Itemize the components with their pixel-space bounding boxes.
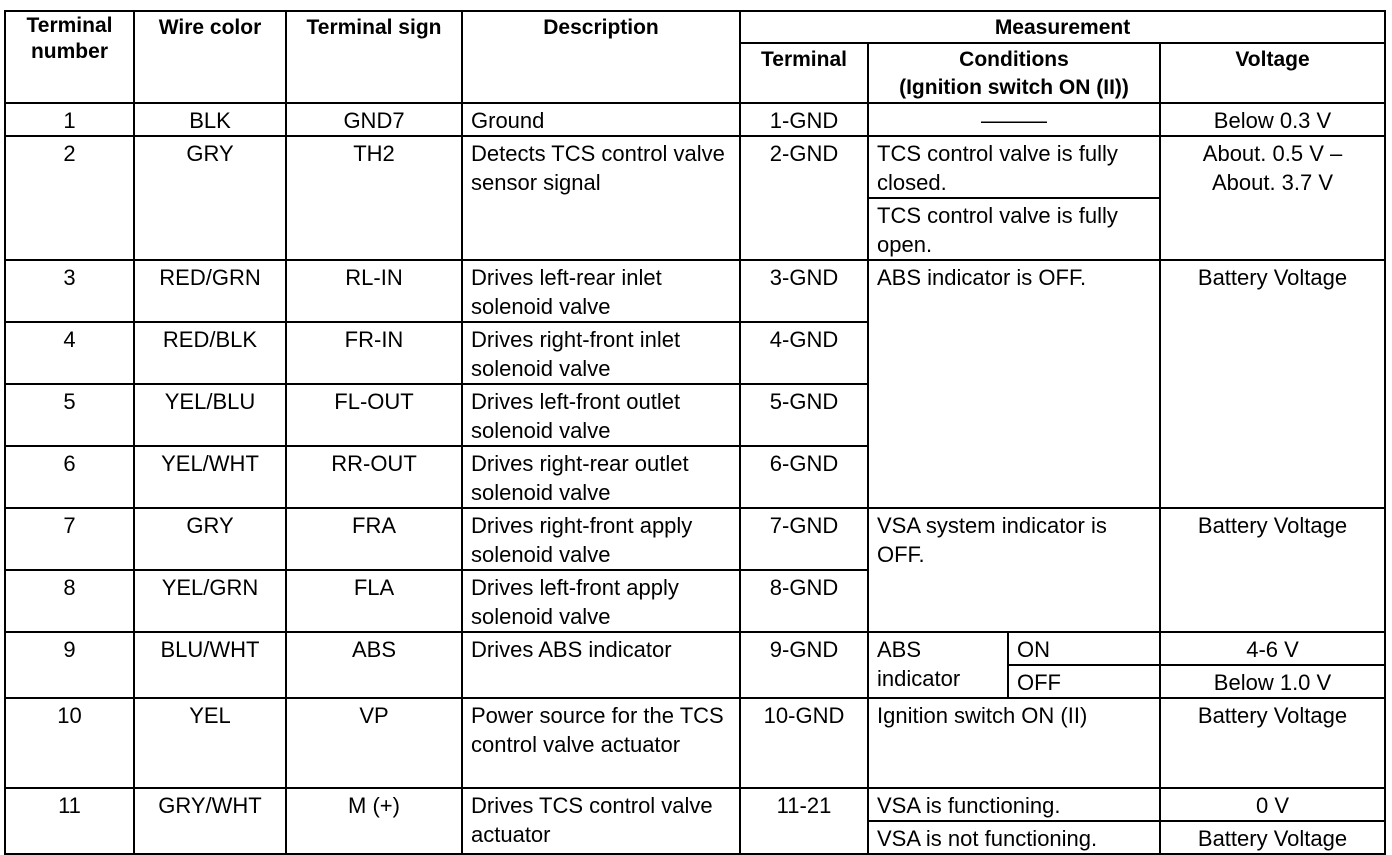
conditions-cell-closed: TCS control valve is fully closed.: [868, 136, 1160, 198]
terminal-sign-cell: FL-OUT: [286, 384, 462, 446]
wire-color-cell: YEL/WHT: [134, 446, 286, 508]
wire-color-cell: RED/GRN: [134, 260, 286, 322]
header-conditions-title: Conditions: [959, 48, 1069, 71]
measurement-terminal-cell: 6-GND: [740, 446, 868, 508]
description-cell: Drives ABS indicator: [462, 632, 740, 698]
description-cell: Detects TCS control valve sensor signal: [462, 136, 740, 260]
wire-color-cell: GRY: [134, 508, 286, 570]
terminal-number-cell: 6: [5, 446, 134, 508]
voltage-cell-vsa-group: Battery Voltage: [1160, 508, 1385, 632]
voltage-cell-functioning: 0 V: [1160, 788, 1385, 821]
wire-color-cell: RED/BLK: [134, 322, 286, 384]
table-row: [5, 508, 1385, 570]
conditions-cell-functioning: VSA is functioning.: [868, 788, 1160, 821]
conditions-cell-not-functioning: VSA is not functioning.: [868, 821, 1160, 854]
voltage-cell: Battery Voltage: [1160, 698, 1385, 788]
description-cell: Drives left-rear inlet solenoid valve: [462, 260, 740, 322]
header-wire-color: Wire color: [134, 11, 286, 103]
table-row: [5, 788, 1385, 821]
terminal-number-cell: 8: [5, 570, 134, 632]
terminal-sign-cell: ABS: [286, 632, 462, 698]
terminal-number-cell: 3: [5, 260, 134, 322]
terminal-sign-cell: FLA: [286, 570, 462, 632]
table-row: [5, 260, 1385, 322]
terminal-number-cell: 5: [5, 384, 134, 446]
measurement-terminal-cell: 5-GND: [740, 384, 868, 446]
terminal-sign-cell: RR-OUT: [286, 446, 462, 508]
terminal-number-cell: 1: [5, 103, 134, 136]
wire-color-cell: GRY: [134, 136, 286, 260]
table-row: [5, 103, 1385, 136]
terminal-number-cell: 4: [5, 322, 134, 384]
measurement-terminal-cell: 2-GND: [740, 136, 868, 260]
wire-color-cell: GRY/WHT: [134, 788, 286, 854]
header-terminal-number: Terminal number: [5, 11, 134, 103]
state-off-cell: OFF: [1008, 665, 1160, 698]
wire-color-cell: YEL/GRN: [134, 570, 286, 632]
conditions-cell-open: TCS control valve is fully open.: [868, 198, 1160, 260]
terminal-sign-cell: FRA: [286, 508, 462, 570]
measurement-terminal-cell: 10-GND: [740, 698, 868, 788]
description-cell: Drives TCS control valve actuator: [462, 788, 740, 854]
voltage-cell: Below 0.3 V: [1160, 103, 1385, 136]
state-on-cell: ON: [1008, 632, 1160, 665]
header-measurement: Measurement: [740, 11, 1385, 43]
voltage-cell-off: Below 1.0 V: [1160, 665, 1385, 698]
wire-color-cell: BLU/WHT: [134, 632, 286, 698]
terminal-number-cell: 2: [5, 136, 134, 260]
header-description: Description: [462, 11, 740, 103]
wire-color-cell: YEL: [134, 698, 286, 788]
voltage-cell-abs-group: Battery Voltage: [1160, 260, 1385, 508]
description-cell: Drives right-front inlet solenoid valve: [462, 322, 740, 384]
table-row: [5, 632, 1385, 665]
terminal-number-cell: 9: [5, 632, 134, 698]
description-cell: Drives right-rear outlet solenoid valve: [462, 446, 740, 508]
description-cell: Drives right-front apply solenoid valve: [462, 508, 740, 570]
table-row: [5, 698, 1385, 788]
terminal-number-cell: 10: [5, 698, 134, 788]
terminal-number-cell: 11: [5, 788, 134, 854]
wire-color-cell: BLK: [134, 103, 286, 136]
conditions-cell-abs-indicator: ABS indicator: [868, 632, 1008, 698]
measurement-terminal-cell: 4-GND: [740, 322, 868, 384]
terminal-sign-cell: TH2: [286, 136, 462, 260]
description-cell: Power source for the TCS control valve actuator: [462, 698, 740, 788]
description-cell: Drives left-front outlet solenoid valve: [462, 384, 740, 446]
terminal-sign-cell: FR-IN: [286, 322, 462, 384]
header-terminal-sign: Terminal sign: [286, 11, 462, 103]
measurement-terminal-cell: 9-GND: [740, 632, 868, 698]
measurement-terminal-cell: 11-21: [740, 788, 868, 854]
conditions-cell: Ignition switch ON (II): [868, 698, 1160, 788]
voltage-cell-not-functioning: Battery Voltage: [1160, 821, 1385, 854]
description-cell: Ground: [462, 103, 740, 136]
measurement-terminal-cell: 7-GND: [740, 508, 868, 570]
terminal-table: [4, 10, 1386, 855]
voltage-cell: About. 0.5 V – About. 3.7 V: [1160, 136, 1385, 260]
header-voltage: Voltage: [1160, 43, 1385, 103]
voltage-cell-on: 4-6 V: [1160, 632, 1385, 665]
measurement-terminal-cell: 1-GND: [740, 103, 868, 136]
table-row: [5, 136, 1385, 198]
header-terminal: Terminal: [740, 43, 868, 103]
terminal-sign-cell: GND7: [286, 103, 462, 136]
terminal-sign-cell: VP: [286, 698, 462, 788]
terminal-sign-cell: RL-IN: [286, 260, 462, 322]
terminal-number-cell: 7: [5, 508, 134, 570]
terminal-sign-cell: M (+): [286, 788, 462, 854]
header-conditions: [868, 43, 1160, 103]
header-conditions-sub: (Ignition switch ON (II)): [899, 76, 1129, 99]
measurement-terminal-cell: 8-GND: [740, 570, 868, 632]
conditions-cell-abs-off: ABS indicator is OFF.: [868, 260, 1160, 508]
conditions-cell: ———: [868, 103, 1160, 136]
wire-color-cell: YEL/BLU: [134, 384, 286, 446]
description-cell: Drives left-front apply solenoid valve: [462, 570, 740, 632]
measurement-terminal-cell: 3-GND: [740, 260, 868, 322]
conditions-cell-vsa-off: VSA system indicator is OFF.: [868, 508, 1160, 632]
